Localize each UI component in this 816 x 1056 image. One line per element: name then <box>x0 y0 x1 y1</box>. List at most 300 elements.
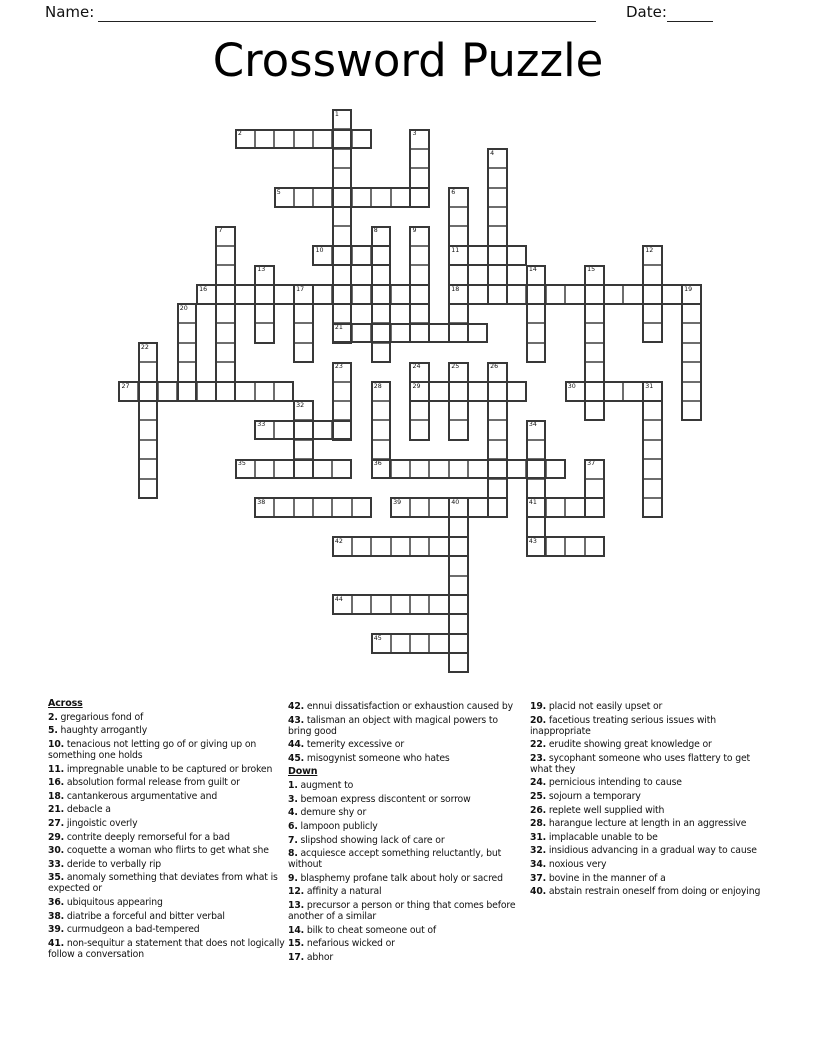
grid-cell-13-11 <box>332 362 351 381</box>
grid-cell-9-26 <box>623 285 642 304</box>
grid-cell-16-8 <box>274 420 293 439</box>
grid-cell-9-8 <box>274 285 293 304</box>
grid-cell-11-17 <box>449 323 468 342</box>
grid-cell-25-17 <box>449 595 468 614</box>
clue-number: 37. <box>530 872 547 884</box>
grid-cell-14-29 <box>682 382 701 401</box>
grid-cell-10-21 <box>526 304 545 323</box>
grid-cell-number-33: 33 <box>257 421 266 429</box>
grid-cell-7-13 <box>371 246 390 265</box>
grid-cell-11-16 <box>429 323 448 342</box>
grid-cell-24-17 <box>449 576 468 595</box>
grid-cell-8-13 <box>371 265 390 284</box>
clue-34: 34. noxious very <box>530 858 607 870</box>
grid-cell-10-27 <box>643 304 662 323</box>
clue-number: 1. <box>288 780 298 792</box>
grid-cell-11-24 <box>585 323 604 342</box>
grid-cell-20-11 <box>332 498 351 517</box>
grid-cell-11-27 <box>643 323 662 342</box>
grid-cell-16-1 <box>138 420 157 439</box>
grid-cell-13-3 <box>177 362 196 381</box>
grid-cell-23-17 <box>449 556 468 575</box>
grid-cell-number-11: 11 <box>451 246 460 254</box>
clue-11: 11. impregnable unable to be captured or broken <box>48 763 273 775</box>
clue-44: 44. temerity excessive or <box>288 739 405 751</box>
grid-cell-8-27 <box>643 265 662 284</box>
grid-cell-20-9 <box>294 498 313 517</box>
grid-cell-number-37: 37 <box>587 460 596 468</box>
grid-cell-8-24 <box>585 265 604 284</box>
grid-cell-19-1 <box>138 479 157 498</box>
grid-cell-7-18 <box>468 246 487 265</box>
grid-cell-3-11 <box>332 168 351 187</box>
grid-cell-9-10 <box>313 285 332 304</box>
grid-cell-28-17 <box>449 653 468 672</box>
grid-cell-18-27 <box>643 459 662 478</box>
grid-cell-9-18 <box>468 285 487 304</box>
grid-cell-number-44: 44 <box>334 596 343 603</box>
grid-cell-20-22 <box>546 498 565 517</box>
page-title: Crossword Puzzle <box>212 34 604 87</box>
grid-cell-number-12: 12 <box>645 246 654 254</box>
grid-cell-11-29 <box>682 323 701 342</box>
grid-cell-13-5 <box>216 362 235 381</box>
grid-cell-2-11 <box>332 149 351 168</box>
grid-cell-10-15 <box>410 304 429 323</box>
grid-cell-26-17 <box>449 614 468 633</box>
grid-cell-15-24 <box>585 401 604 420</box>
grid-cell-20-12 <box>352 498 371 517</box>
clue-number: 8. <box>288 848 298 860</box>
grid-cell-19-21 <box>526 479 545 498</box>
clue-43: 43. talisman an object with magical powers to bring good <box>288 714 498 737</box>
grid-cell-8-7 <box>255 265 274 284</box>
grid-cell-22-24 <box>585 537 604 556</box>
grid-cell-15-29 <box>682 401 701 420</box>
grid-cell-number-8: 8 <box>373 227 378 235</box>
crossword-grid <box>119 110 709 680</box>
grid-cell-1-11 <box>332 129 351 148</box>
grid-cell-1-10 <box>313 129 332 148</box>
grid-cell-7-17 <box>449 246 468 265</box>
grid-cell-19-19 <box>488 479 507 498</box>
clue-number: 31. <box>530 831 547 843</box>
grid-cell-19-24 <box>585 479 604 498</box>
grid-cell-18-13 <box>371 459 390 478</box>
grid-cell-5-11 <box>332 207 351 226</box>
grid-cell-4-19 <box>488 188 507 207</box>
grid-cell-27-17 <box>449 634 468 653</box>
grid-cell-11-7 <box>255 323 274 342</box>
grid-cell-8-5 <box>216 265 235 284</box>
grid-cell-7-10 <box>313 246 332 265</box>
grid-cell-number-1: 1 <box>334 111 339 118</box>
grid-cell-4-14 <box>391 188 410 207</box>
grid-cell-4-13 <box>371 188 390 207</box>
clue-number: 24. <box>530 777 547 789</box>
clue-number: 40. <box>530 886 547 898</box>
grid-cell-7-20 <box>507 246 526 265</box>
clue-3: 3. bemoan express discontent or sorrow <box>288 793 471 805</box>
grid-cell-22-14 <box>391 537 410 556</box>
grid-cell-11-11 <box>332 323 351 342</box>
grid-cell-4-8 <box>274 188 293 207</box>
grid-cell-9-27 <box>643 285 662 304</box>
clue-number: 22. <box>530 739 547 751</box>
grid-cell-8-21 <box>526 265 545 284</box>
clue-number: 17. <box>288 951 305 963</box>
grid-cell-number-25: 25 <box>451 363 460 371</box>
clue-1: 1. augment to <box>288 780 354 792</box>
grid-cell-number-13: 13 <box>257 266 266 274</box>
clues-column-1 <box>48 698 286 962</box>
grid-cell-11-15 <box>410 323 429 342</box>
clue-33: 33. deride to verbally rip <box>48 858 161 870</box>
grid-cell-25-16 <box>429 595 448 614</box>
clue-17: 17. abhor <box>288 951 334 963</box>
grid-cell-15-15 <box>410 401 429 420</box>
grid-cell-12-5 <box>216 343 235 362</box>
grid-cell-22-16 <box>429 537 448 556</box>
grid-cell-20-23 <box>565 498 584 517</box>
grid-cell-14-24 <box>585 382 604 401</box>
grid-cell-16-17 <box>449 420 468 439</box>
clue-number: 28. <box>530 818 547 830</box>
grid-cell-27-13 <box>371 634 390 653</box>
grid-cell-27-16 <box>429 634 448 653</box>
grid-cell-2-15 <box>410 149 429 168</box>
grid-cell-10-9 <box>294 304 313 323</box>
clue-18: 18. cantankerous argumentative and <box>48 790 218 802</box>
grid-cell-6-15 <box>410 226 429 245</box>
clue-number: 26. <box>530 804 547 816</box>
grid-cell-18-19 <box>488 459 507 478</box>
grid-cell-22-22 <box>546 537 565 556</box>
grid-cell-16-9 <box>294 420 313 439</box>
clues-header-down: Down <box>288 766 318 778</box>
grid-cell-6-19 <box>488 226 507 245</box>
clue-number: 9. <box>288 872 298 884</box>
grid-cell-18-7 <box>255 459 274 478</box>
grid-cell-4-10 <box>313 188 332 207</box>
grid-cell-25-15 <box>410 595 429 614</box>
grid-cell-number-14: 14 <box>528 266 537 274</box>
grid-cell-10-29 <box>682 304 701 323</box>
grid-cell-11-12 <box>352 323 371 342</box>
grid-cell-22-11 <box>332 537 351 556</box>
grid-cell-number-21: 21 <box>334 324 343 332</box>
grid-cell-25-14 <box>391 595 410 614</box>
clue-number: 34. <box>530 858 547 870</box>
clue-number: 21. <box>48 804 65 816</box>
clue-number: 2. <box>48 711 58 723</box>
clue-28: 28. harangue lecture at length in an aggressive <box>530 818 747 830</box>
clue-number: 5. <box>48 725 58 737</box>
grid-cell-14-8 <box>274 382 293 401</box>
clue-21: 21. debacle a <box>48 804 111 816</box>
grid-cell-22-17 <box>449 537 468 556</box>
grid-cell-9-9 <box>294 285 313 304</box>
clue-number: 36. <box>48 896 65 908</box>
grid-cell-16-15 <box>410 420 429 439</box>
grid-cell-13-29 <box>682 362 701 381</box>
clue-38: 38. diatribe a forceful and bitter verbal <box>48 910 225 922</box>
grid-cell-20-15 <box>410 498 429 517</box>
grid-cell-14-15 <box>410 382 429 401</box>
grid-cell-17-21 <box>526 440 545 459</box>
grid-cell-number-3: 3 <box>412 130 417 138</box>
clue-number: 20. <box>530 714 547 726</box>
clue-8: 8. acquiesce accept something reluctantly, but without <box>288 848 502 871</box>
grid-cell-number-26: 26 <box>490 363 499 371</box>
clue-number: 15. <box>288 938 305 950</box>
grid-cell-number-42: 42 <box>334 537 343 545</box>
grid-cell-9-11 <box>332 285 351 304</box>
grid-cell-14-18 <box>468 382 487 401</box>
grid-cell-number-10: 10 <box>315 246 324 254</box>
clue-41: 41. non-sequitur a statement that does not logically follow a conversation <box>48 937 285 960</box>
clue-9: 9. blasphemy profane talk about holy or sacred <box>288 872 503 884</box>
grid-cell-15-19 <box>488 401 507 420</box>
grid-cell-22-13 <box>371 537 390 556</box>
name-label: Name: <box>45 3 95 21</box>
clue-number: 6. <box>288 820 298 832</box>
grid-cell-6-5 <box>216 226 235 245</box>
grid-cell-number-38: 38 <box>257 499 266 506</box>
name-blank-line <box>98 3 596 22</box>
grid-cell-8-17 <box>449 265 468 284</box>
grid-cell-7-12 <box>352 246 371 265</box>
grid-cell-20-18 <box>468 498 487 517</box>
grid-cell-3-15 <box>410 168 429 187</box>
grid-cell-18-16 <box>429 459 448 478</box>
grid-cell-13-17 <box>449 362 468 381</box>
grid-cell-9-5 <box>216 285 235 304</box>
grid-cell-9-4 <box>197 285 216 304</box>
clue-24: 24. pernicious intending to cause <box>530 777 682 789</box>
clue-35: 35. anomaly something that deviates from what is expected or <box>48 872 278 895</box>
clue-13: 13. precursor a person or thing that comes before another of a similar <box>288 899 516 922</box>
grid-cell-9-23 <box>565 285 584 304</box>
grid-cell-number-15: 15 <box>587 266 596 274</box>
grid-cell-9-29 <box>682 285 701 304</box>
grid-cell-19-27 <box>643 479 662 498</box>
grid-cell-9-14 <box>391 285 410 304</box>
grid-cell-20-8 <box>274 498 293 517</box>
clue-2: 2. gregarious fond of <box>48 711 144 723</box>
date-label: Date: <box>626 3 667 21</box>
grid-cell-17-13 <box>371 440 390 459</box>
grid-cell-9-22 <box>546 285 565 304</box>
clue-number: 35. <box>48 872 65 884</box>
clue-22: 22. erudite showing great knowledge or <box>530 739 712 751</box>
clue-25: 25. sojourn a temporary <box>530 790 641 802</box>
grid-cell-14-4 <box>197 382 216 401</box>
clue-16: 16. absolution formal release from guilt or <box>48 777 240 789</box>
grid-cell-11-9 <box>294 323 313 342</box>
grid-cell-14-17 <box>449 382 468 401</box>
grid-cell-0-11 <box>332 110 351 129</box>
grid-cell-17-9 <box>294 440 313 459</box>
grid-cell-11-18 <box>468 323 487 342</box>
grid-cell-10-7 <box>255 304 274 323</box>
clue-number: 18. <box>48 790 65 802</box>
clue-number: 39. <box>48 924 65 936</box>
clue-29: 29. contrite deeply remorseful for a bad <box>48 831 230 843</box>
grid-cell-number-30: 30 <box>567 382 576 390</box>
clue-40: 40. abstain restrain oneself from doing or enjoying <box>530 886 761 898</box>
grid-cell-number-19: 19 <box>684 285 693 293</box>
clue-number: 41. <box>48 937 65 949</box>
grid-cell-3-19 <box>488 168 507 187</box>
clue-number: 4. <box>288 807 298 819</box>
grid-cell-7-5 <box>216 246 235 265</box>
grid-cell-18-18 <box>468 459 487 478</box>
grid-cell-18-8 <box>274 459 293 478</box>
grid-cell-number-34: 34 <box>528 421 537 429</box>
clue-number: 43. <box>288 714 305 726</box>
clue-number: 42. <box>288 701 305 712</box>
grid-cell-number-27: 27 <box>121 382 130 390</box>
grid-cell-21-21 <box>526 517 545 536</box>
grid-cell-4-15 <box>410 188 429 207</box>
grid-cell-10-5 <box>216 304 235 323</box>
grid-cell-14-20 <box>507 382 526 401</box>
clue-number: 19. <box>530 701 547 712</box>
grid-cell-18-22 <box>546 459 565 478</box>
grid-cell-25-12 <box>352 595 371 614</box>
grid-cell-9-17 <box>449 285 468 304</box>
grid-cell-11-5 <box>216 323 235 342</box>
clue-number: 7. <box>288 834 298 846</box>
grid-cell-14-7 <box>255 382 274 401</box>
grid-cell-20-17 <box>449 498 468 517</box>
clue-number: 10. <box>48 738 65 750</box>
clue-number: 25. <box>530 790 547 802</box>
grid-cell-25-11 <box>332 595 351 614</box>
grid-cell-18-11 <box>332 459 351 478</box>
grid-cell-13-1 <box>138 362 157 381</box>
clue-37: 37. bovine in the manner of a <box>530 872 666 884</box>
grid-cell-12-3 <box>177 343 196 362</box>
grid-cell-number-28: 28 <box>373 382 382 390</box>
grid-cell-6-13 <box>371 226 390 245</box>
grid-cell-1-12 <box>352 129 371 148</box>
clue-number: 13. <box>288 899 305 911</box>
grid-cell-14-5 <box>216 382 235 401</box>
grid-cell-number-9: 9 <box>412 227 417 235</box>
clue-number: 23. <box>530 752 547 764</box>
grid-cell-18-14 <box>391 459 410 478</box>
grid-cell-27-15 <box>410 634 429 653</box>
grid-cell-14-16 <box>429 382 448 401</box>
grid-cell-10-3 <box>177 304 196 323</box>
grid-cell-16-11 <box>332 420 351 439</box>
grid-cell-number-18: 18 <box>451 285 460 293</box>
grid-cell-4-9 <box>294 188 313 207</box>
grid-cell-9-12 <box>352 285 371 304</box>
clue-number: 45. <box>288 752 305 764</box>
clue-14: 14. bilk to cheat someone out of <box>288 924 437 936</box>
clue-42: 42. ennui dissatisfaction or exhaustion caused by <box>288 701 513 712</box>
grid-cell-9-21 <box>526 285 545 304</box>
grid-cell-22-23 <box>565 537 584 556</box>
clue-number: 27. <box>48 817 65 829</box>
grid-cell-14-2 <box>158 382 177 401</box>
grid-cell-number-17: 17 <box>296 285 305 293</box>
grid-cell-18-10 <box>313 459 332 478</box>
grid-cell-13-19 <box>488 362 507 381</box>
clue-number: 38. <box>48 910 65 922</box>
clue-30: 30. coquette a woman who flirts to get what she <box>48 845 269 857</box>
grid-cell-12-13 <box>371 343 390 362</box>
grid-cell-1-6 <box>235 129 254 148</box>
grid-cell-16-13 <box>371 420 390 439</box>
grid-cell-18-9 <box>294 459 313 478</box>
grid-cell-12-24 <box>585 343 604 362</box>
grid-cell-number-35: 35 <box>237 460 246 468</box>
grid-cell-18-24 <box>585 459 604 478</box>
grid-cell-number-2: 2 <box>237 130 242 138</box>
clue-7: 7. slipshod showing lack of care or <box>288 834 445 846</box>
grid-cell-13-15 <box>410 362 429 381</box>
grid-cell-9-20 <box>507 285 526 304</box>
grid-cell-16-21 <box>526 420 545 439</box>
clues-header-across: Across <box>48 698 83 709</box>
grid-cell-20-16 <box>429 498 448 517</box>
grid-cell-number-32: 32 <box>296 402 305 409</box>
grid-cell-number-29: 29 <box>412 382 421 390</box>
grid-cell-14-1 <box>138 382 157 401</box>
grid-cell-11-3 <box>177 323 196 342</box>
clue-10: 10. tenacious not letting go of or giving up on something one holds <box>48 738 257 761</box>
grid-cell-12-29 <box>682 343 701 362</box>
clue-number: 29. <box>48 831 65 843</box>
grid-cell-14-13 <box>371 382 390 401</box>
clue-23: 23. sycophant someone who uses flattery to get what they <box>530 752 751 775</box>
grid-cell-7-19 <box>488 246 507 265</box>
grid-cell-17-1 <box>138 440 157 459</box>
grid-cell-18-20 <box>507 459 526 478</box>
grid-cell-16-7 <box>255 420 274 439</box>
clue-number: 32. <box>530 845 547 857</box>
grid-cell-25-13 <box>371 595 390 614</box>
grid-cell-1-8 <box>274 129 293 148</box>
grid-cell-16-19 <box>488 420 507 439</box>
grid-cell-number-41: 41 <box>528 499 537 506</box>
grid-cell-20-7 <box>255 498 274 517</box>
grid-cell-15-17 <box>449 401 468 420</box>
grid-cell-9-24 <box>585 285 604 304</box>
clues-column-3 <box>530 701 772 900</box>
grid-cell-12-1 <box>138 343 157 362</box>
clue-32: 32. insidious advancing in a gradual way to cause <box>530 845 757 857</box>
grid-cell-15-1 <box>138 401 157 420</box>
grid-cell-22-12 <box>352 537 371 556</box>
grid-cell-number-4: 4 <box>490 149 495 157</box>
grid-cell-10-13 <box>371 304 390 323</box>
grid-cell-18-21 <box>526 459 545 478</box>
grid-cell-18-15 <box>410 459 429 478</box>
grid-cell-13-24 <box>585 362 604 381</box>
grid-cell-11-13 <box>371 323 390 342</box>
grid-cell-number-22: 22 <box>140 343 149 351</box>
clue-27: 27. jingoistic overly <box>48 817 138 829</box>
grid-cell-14-27 <box>643 382 662 401</box>
grid-cell-15-11 <box>332 401 351 420</box>
clue-15: 15. nefarious wicked or <box>288 938 395 950</box>
grid-cell-6-17 <box>449 226 468 245</box>
